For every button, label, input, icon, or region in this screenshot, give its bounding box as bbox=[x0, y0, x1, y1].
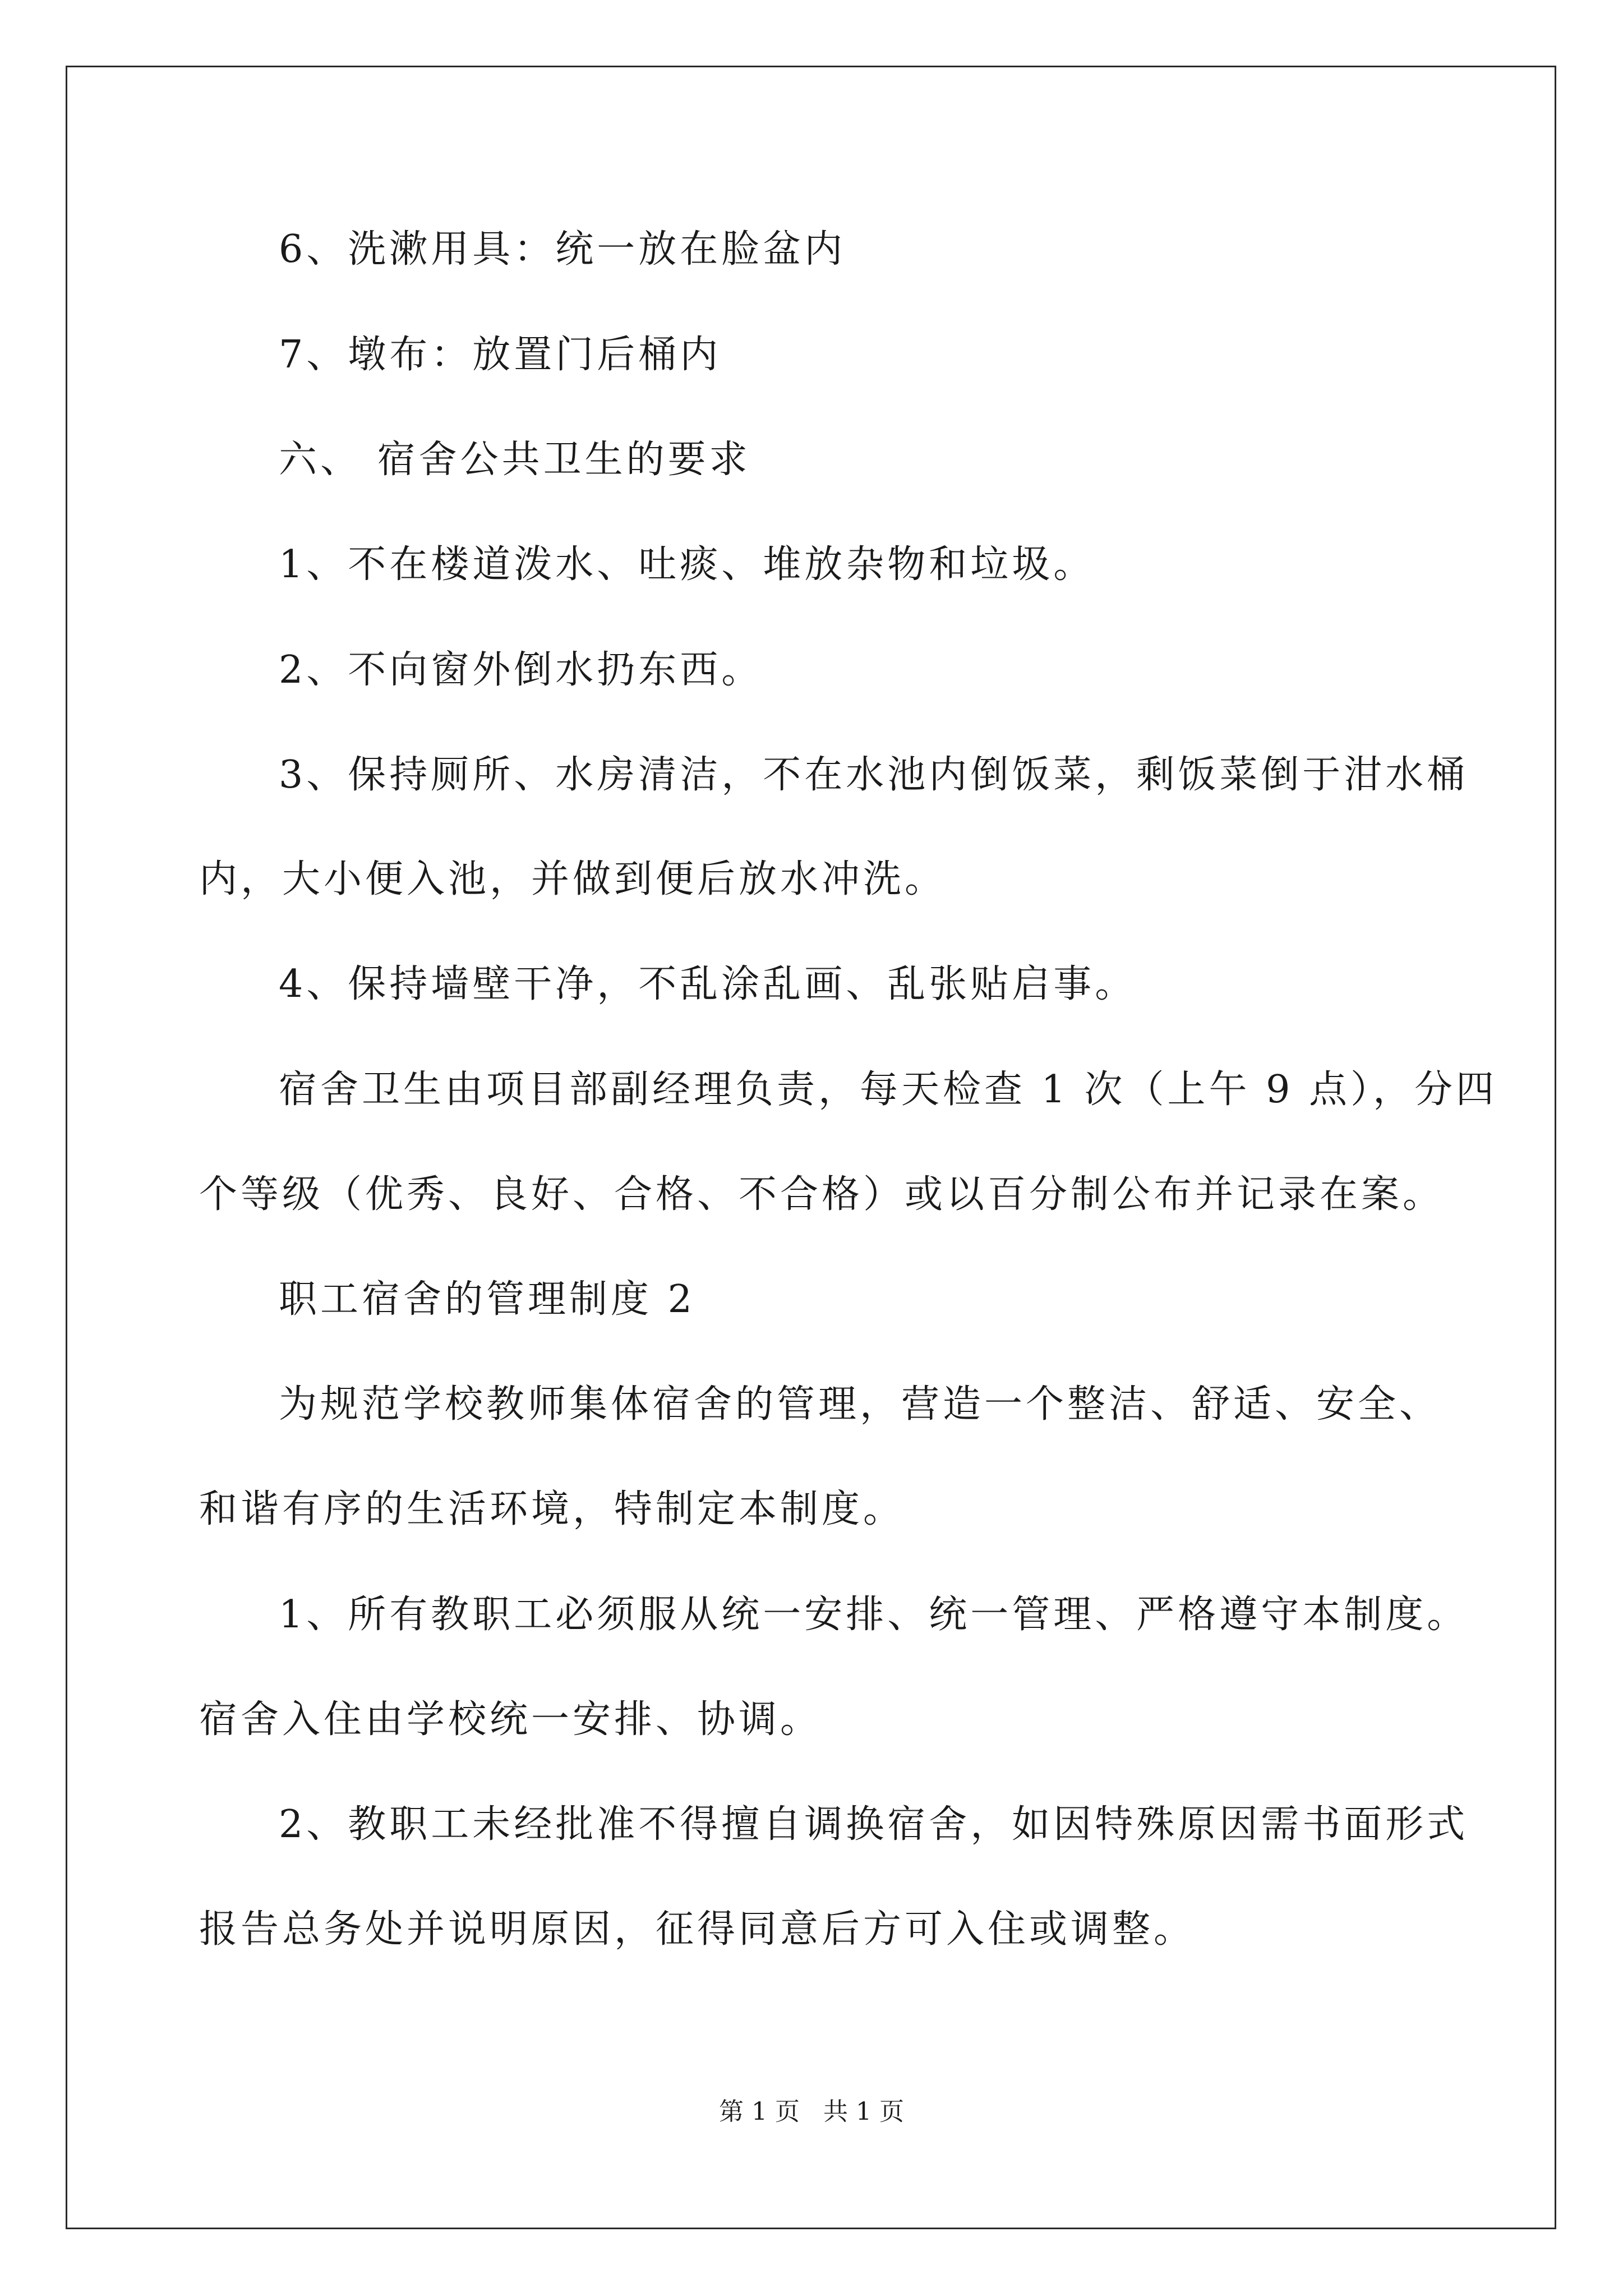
text-line: 2、教职工未经批准不得擅自调换宿舍，如因特殊原因需书面形式 bbox=[279, 1802, 1469, 1847]
text-line: 和谐有序的生活环境，特制定本制度。 bbox=[199, 1487, 905, 1531]
text-line: 3、保持厕所、水房清洁，不在水池内倒饭菜，剩饭菜倒于泔水桶 bbox=[279, 753, 1469, 797]
section-heading: 职工宿舍的管理制度 2 bbox=[279, 1277, 695, 1322]
text-line: 内，大小便入池，并做到便后放水冲洗。 bbox=[199, 857, 947, 901]
text-line: 报告总务处并说明原因，征得同意后方可入住或调整。 bbox=[199, 1907, 1196, 1952]
text-line: 为规范学校教师集体宿舍的管理，营造一个整洁、舒适、安全、 bbox=[279, 1382, 1441, 1427]
text-line: 4、保持墙壁干净，不乱涂乱画、乱张贴启事。 bbox=[279, 962, 1137, 1006]
text-line: 1、不在楼道泼水、吐痰、堆放杂物和垃圾。 bbox=[279, 542, 1095, 587]
text-line: 2、不向窗外倒水扔东西。 bbox=[279, 648, 763, 692]
text-line: 宿舍入住由学校统一安排、协调。 bbox=[199, 1697, 822, 1742]
section-heading: 六、 宿舍公共卫生的要求 bbox=[279, 438, 751, 482]
text-line: 个等级（优秀、良好、合格、不合格）或以百分制公布并记录在案。 bbox=[199, 1172, 1445, 1217]
page-number-footer: 第 1 页 共 1 页 bbox=[719, 2097, 904, 2126]
text-line: 7、墩布：放置门后桶内 bbox=[279, 333, 722, 377]
text-line: 宿舍卫生由项目部副经理负责，每天检查 1 次（上午 9 点），分四 bbox=[279, 1068, 1497, 1112]
text-line: 6、洗漱用具：统一放在脸盆内 bbox=[279, 227, 846, 272]
text-line: 1、所有教职工必须服从统一安排、统一管理、严格遵守本制度。 bbox=[279, 1593, 1469, 1637]
